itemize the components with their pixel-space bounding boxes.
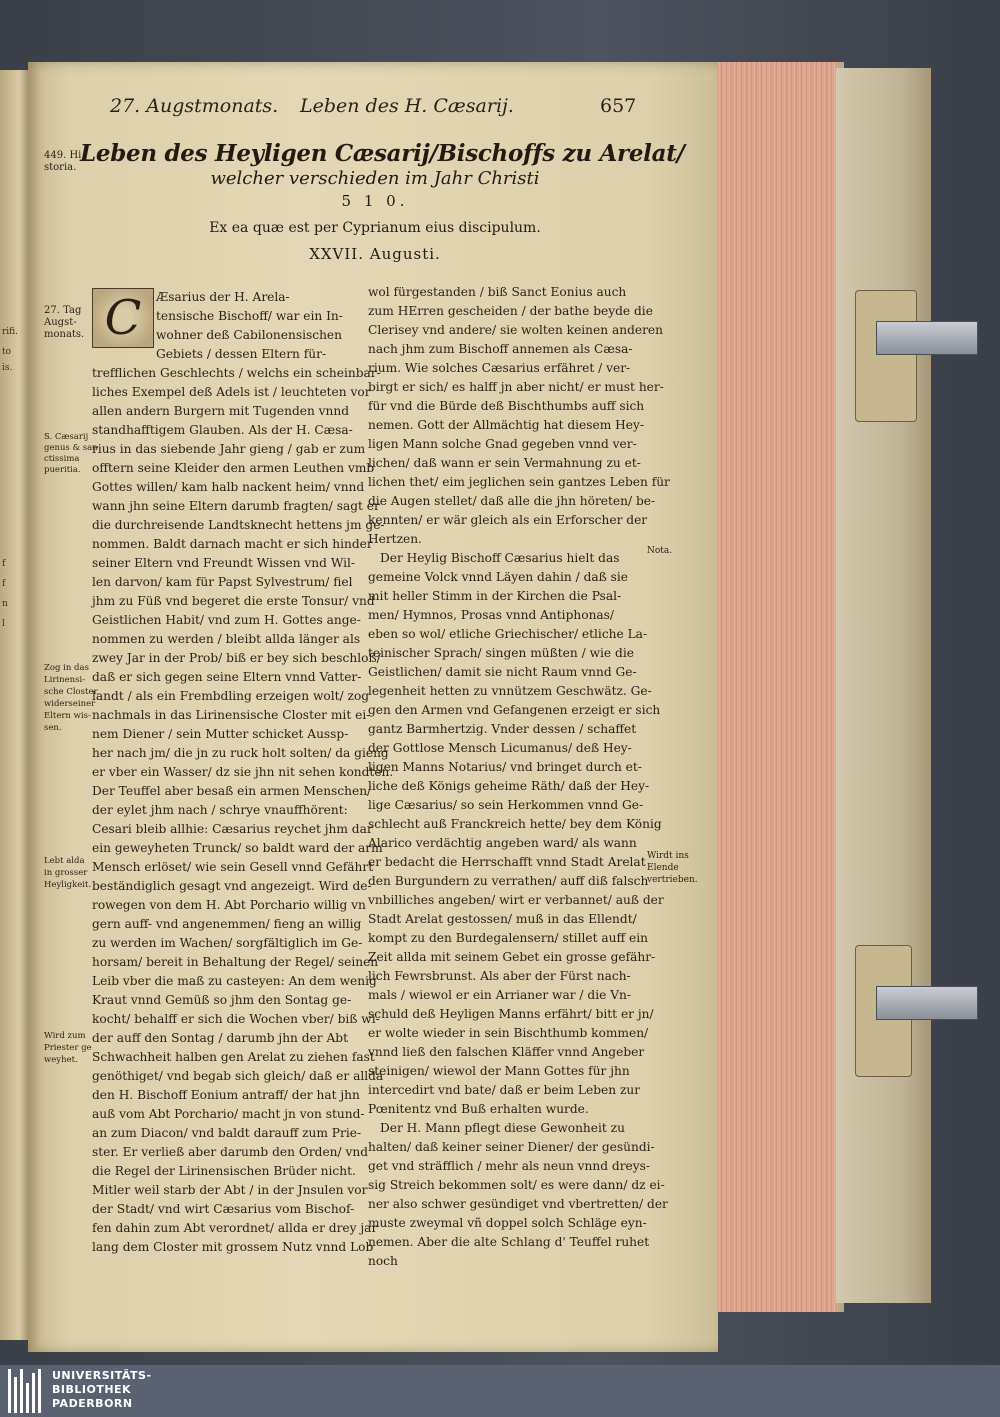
text-line: seiner Eltern vnd Freundt Wissen vnd Wil- [92, 556, 356, 570]
text-line: wol fürgestanden / biß Sanct Eonius auch [368, 285, 627, 299]
margin-note: Nota. [647, 546, 673, 556]
text-line: liches Exempel deß Adels ist / leuchteten vor [92, 385, 371, 399]
text-line: der eylet jhm nach / schrye vnauffhörent: [92, 803, 348, 817]
text-line: legenheit hetten zu vnnützem Geschwätz. Ge- [368, 684, 652, 698]
text-line: ligen Manns Notarius/ vnd bringet durch et- [368, 760, 642, 774]
library-logo [0, 1365, 1000, 1417]
text-line: Leib vber die maß zu casteyen: An dem wenig [92, 974, 377, 988]
text-line: steinigen/ wiewol der Mann Gottes für jhn [368, 1064, 630, 1078]
text-line: Alarico verdächtig angeben ward/ als wann [368, 836, 637, 850]
text-line: halten/ daß keiner seiner Diener/ der gesündi- [368, 1140, 655, 1154]
text-line: zwey Jar in der Prob/ biß er bey sich beschloß/ [92, 651, 381, 665]
text-line: ner also schwer gesündiget vnd vbertretten/ der [368, 1197, 668, 1211]
text-line: rowegen von dem H. Abt Porchario willig vn [92, 898, 366, 912]
text-line: offtern seine Kleider den armen Leuthen vmb [92, 461, 375, 475]
page-edges [708, 62, 844, 1312]
page-number: 657 [600, 95, 637, 117]
text-line: zum HErren gescheiden / der bathe beyde die [368, 304, 653, 318]
text-line: lichen thet/ eim jeglichen sein gantzes Leben für [368, 475, 670, 489]
text-line: Gottes willen/ kam halb nackent heim/ vnnd [92, 480, 365, 494]
text-line: mals / wiewol er ein Arrianer war / die Vn- [368, 988, 631, 1002]
text-line: beständiglich gesagt vnd angezeigt. Wird de- [92, 879, 372, 893]
text-line: den Burgundern zu verrathen/ auff diß falsch [368, 874, 649, 888]
text-line: Der H. Mann pflegt diese Gewonheit zu [380, 1121, 625, 1135]
text-line: zu werden im Wachen/ sorgfältiglich im Ge- [92, 936, 363, 950]
text-line: der Gottlose Mensch Licumanus/ deß Hey- [368, 741, 632, 755]
text-line: der auff den Sontag / darumb jhn der Abt [92, 1031, 348, 1045]
left-page-fragment: f [2, 579, 6, 589]
text-line: ein geweyheten Trunck/ so baldt ward der arm [92, 841, 383, 855]
text-line: ster. Er verließ aber darumb den Orden/ vnd [92, 1145, 369, 1159]
text-line: Mitler weil starb der Abt / in der Jnsulen vor [92, 1183, 368, 1197]
text-line: die durchreisende Landtsknecht hettens jm ge- [92, 518, 385, 532]
text-line: er vber ein Wasser/ dz sie jhn nit sehen kondten. [92, 765, 394, 779]
text-line: Gebiets / dessen Eltern für- [156, 347, 327, 361]
text-line: nommen zu werden / bleibt allda länger als [92, 632, 361, 646]
text-line: nemen. Aber die alte Schlang d' Teuffel ruhet [368, 1235, 650, 1249]
title-year: 5 1 0. [341, 192, 409, 210]
left-page-fragment: l [2, 619, 5, 629]
left-text-column [92, 288, 394, 1257]
text-line: lichen/ daß wann er sein Vermahnung zu et- [368, 456, 641, 470]
text-line: Hertzen. [368, 532, 422, 546]
text-line: wohner deß Cabilonensischen [156, 328, 342, 342]
left-page-fragment: to [2, 347, 12, 357]
text-line: birgt er sich/ es halff jn aber nicht/ er must her- [368, 380, 664, 394]
text-line: genöthiget/ vnd begab sich gleich/ daß er allda [92, 1069, 384, 1083]
text-line: gen den Armen vnd Gefangenen erzeigt er sich [368, 703, 661, 717]
title-line2: welcher verschieden im Jahr Christi [210, 168, 540, 189]
text-line: Schwachheit halben gen Arelat zu ziehen fast [92, 1050, 375, 1064]
text-line: Geistlichen Habit/ vnd zum H. Gottes ange- [92, 613, 361, 627]
text-line: mit heller Stimm in der Kirchen die Psal- [368, 589, 622, 603]
title-source: Ex ea quæ est per Cyprianum eius discipulum. [209, 220, 541, 236]
text-line: daß er sich gegen seine Eltern vnnd Vatter- [92, 670, 362, 684]
text-line: nemen. Gott der Allmächtig hat diesem Hey- [368, 418, 644, 432]
header-left: 27. Augstmonats. [110, 95, 279, 117]
text-line: vnbilliches angeben/ wirt er verbannet/ auß der [368, 893, 664, 907]
left-page-fragment: rifi. [2, 327, 19, 337]
text-line: Mensch erlöset/ wie sein Gesell vnnd Gefährt [92, 860, 374, 874]
text-line: sig Streich bekommen solt/ es were dann/ dz ei- [368, 1178, 665, 1192]
text-line: Der Teuffel aber besaß ein armen Menschen/ [92, 784, 372, 798]
text-line: men/ Hymnos, Prosas vnnd Antiphonas/ [368, 608, 615, 622]
text-line: Der Heylig Bischoff Cæsarius hielt das [380, 551, 620, 565]
text-line: Clerisey vnd andere/ sie wolten keinen anderen [368, 323, 663, 337]
text-line: Geistlichen/ damit sie nicht Raum vnnd Ge- [368, 665, 637, 679]
text-line: Kraut vnnd Gemüß so jhm den Sontag ge- [92, 993, 352, 1007]
text-line: gern auff- vnd angenemmen/ fieng an willig [92, 917, 362, 931]
text-line: Æsarius der H. Arela- [156, 290, 290, 304]
text-line: jhm zu Füß vnd begeret die erste Tonsur/ vnd [92, 594, 375, 608]
text-line: intercedirt vnd bate/ daß er beim Leben zur [368, 1083, 641, 1097]
text-line: wann jhn seine Eltern darumb fragten/ sagt er [92, 499, 380, 513]
right-text-column [368, 283, 670, 1271]
left-page-fragment: n [2, 599, 8, 609]
text-line: kompt zu den Burdegalensern/ stillet auff ein [368, 931, 648, 945]
text-line: Zeit allda mit seinem Gebet ein grosse gefähr- [368, 950, 656, 964]
text-line: standhafftigem Glauben. Als der H. Cæsa- [92, 423, 353, 437]
title-date: XXVII. Augusti. [309, 245, 441, 263]
margin-note: S. Cæsarij genus & san ctissima pueritia. [44, 432, 98, 475]
text-line: an zum Diacon/ vnd baldt darauff zum Prie- [92, 1126, 362, 1140]
text-line: Stadt Arelat gestossen/ muß in das Ellendt/ [368, 912, 637, 926]
text-line: auß vom Abt Porchario/ macht jn von stund- [92, 1107, 365, 1121]
margin-note: 27. Tag Augst- monats. [44, 305, 85, 340]
decorated-initial: C [92, 288, 154, 348]
text-line: horsam/ bereit in Behaltung der Regel/ seinen [92, 955, 379, 969]
text-line: für vnd die Bürde deß Bischthumbs auff sich [368, 399, 645, 413]
text-line: er wolte wieder in sein Bischthumb kommen/ [368, 1026, 649, 1040]
text-line: len darvon/ kam für Papst Sylvestrum/ fiel [92, 575, 353, 589]
page-title: Leben des Heyligen Cæsarij/Bischoffs zu Arelat/ [80, 140, 685, 167]
text-line: kennten/ er wär gleich als ein Erforscher der [368, 513, 648, 527]
text-line: get vnd sträfflich / mehr als neun vnnd dreys- [368, 1159, 651, 1173]
text-line: gantz Barmhertzig. Vnder dessen / schaffet [368, 722, 637, 736]
text-line: noch [368, 1254, 398, 1268]
text-line: Cesari bleib allhie: Cæsarius reychet jhm dar [92, 822, 373, 836]
header-center: Leben des H. Cæsarij. [300, 95, 514, 117]
text-line: liche deß Königs geheime Räth/ daß der Hey- [368, 779, 650, 793]
text-line: muste zweymal vñ doppel solch Schläge eyn- [368, 1216, 647, 1230]
logo-line3: PADERBORN [52, 1397, 133, 1410]
library-logo-icon [8, 1369, 42, 1413]
text-line: nem Diener / sein Mutter schicket Aussp- [92, 727, 349, 741]
text-line: lige Cæsarius/ so sein Herkommen vnnd Ge- [368, 798, 644, 812]
text-line: die Augen stellet/ daß alle die jhn höreten/ be- [368, 494, 656, 508]
upper-clasp [855, 290, 917, 422]
text-line: landt / als ein Frembdling erzeigen wolt/ zog [92, 689, 370, 703]
text-line: schlecht auß Franckreich hette/ bey dem König [368, 817, 662, 831]
text-line: nach jhm zum Bischoff annemen als Cæsa- [368, 342, 633, 356]
text-line: ligen Mann solche Gnad gegeben vnnd ver- [368, 437, 637, 451]
text-line: trefflichen Geschlechts / welchs ein scheinbar- [92, 366, 381, 380]
text-line: vnnd ließ den falschen Kläffer vnnd Angeber [368, 1045, 645, 1059]
logo-line1: UNIVERSITÄTS- [52, 1369, 152, 1382]
text-line: allen andern Burgern mit Tugenden vnnd [92, 404, 350, 418]
book-cover [836, 68, 931, 1303]
text-line: her nach jm/ die jn zu ruck holt solten/ da gieng [92, 746, 389, 760]
left-page-fragment: is. [2, 363, 13, 373]
text-line: lich Fewrsbrunst. Als aber der Fürst nach- [368, 969, 631, 983]
logo-line2: BIBLIOTHEK [52, 1383, 132, 1396]
margin-note: Zog in das Lirinensi- sche Closter widerseiner Eltern wis- sen. [44, 663, 98, 733]
margin-note: Lebt alda in grosser Heyligkeit. [44, 856, 92, 890]
text-line: Pœnitentz vnd Buß erhalten wurde. [368, 1102, 589, 1116]
text-line: er bedacht die Herrschafft vnnd Stadt Arelat [368, 855, 646, 869]
text-line: nommen. Baldt darnach macht er sich hinder [92, 537, 373, 551]
margin-note: Wird zum Priester ge weyhet. [44, 1031, 92, 1065]
running-header [110, 95, 660, 125]
margin-note: 449. Hi storia. [44, 150, 82, 173]
text-line: rium. Wie solches Cæsarius erfähret / ver- [368, 361, 631, 375]
lower-clasp [855, 945, 912, 1077]
text-line: der Stadt/ vnd wirt Cæsarius vom Bischof- [92, 1202, 355, 1216]
text-line: gemeine Volck vnnd Läyen dahin / daß sie [368, 570, 629, 584]
text-line: rius in das siebende Jahr gieng / gab er zum [92, 442, 366, 456]
text-line: teinischer Sprach/ singen müßten / wie die [368, 646, 634, 660]
text-line: tensische Bischoff/ war ein In- [156, 309, 343, 323]
text-line: schuld deß Heyligen Manns erfährt/ bitt er jn/ [368, 1007, 654, 1021]
margin-note: Wirdt ins Elende vertrieben. [647, 851, 698, 885]
text-line: den H. Bischoff Eonium antraff/ der hat jhn [92, 1088, 360, 1102]
left-page-fragment: f [2, 559, 6, 569]
text-line: die Regel der Lirinensischen Brüder nicht. [92, 1164, 356, 1178]
text-line: kocht/ behalff er sich die Wochen vber/ biß wi- [92, 1012, 380, 1026]
text-line: fen dahin zum Abt verordnet/ allda er drey jar [92, 1221, 378, 1235]
text-line: nachmals in das Lirinensische Closter mit ei- [92, 708, 371, 722]
text-line: lang dem Closter mit grossem Nutz vnnd Lob [92, 1240, 374, 1254]
text-line: eben so wol/ etliche Griechischer/ etliche La- [368, 627, 648, 641]
